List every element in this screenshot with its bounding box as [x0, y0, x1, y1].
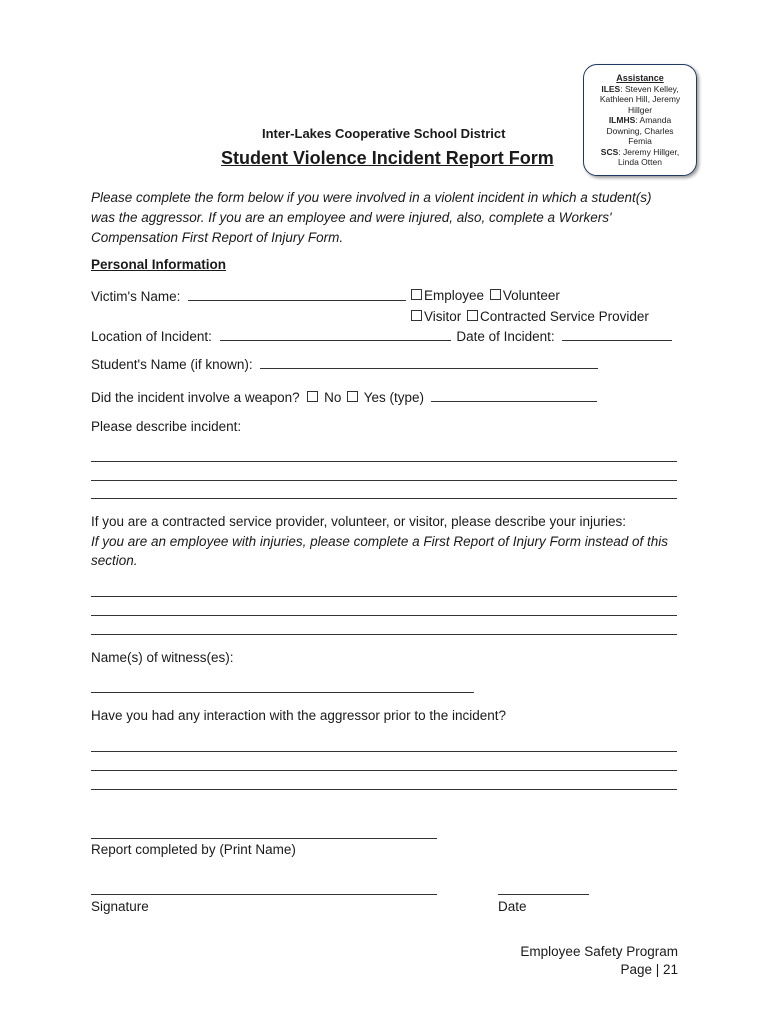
weapon-no-label: No [324, 390, 342, 405]
assistance-line: ILMHS: Amanda [608, 115, 672, 125]
date-label: Date [498, 899, 527, 914]
injuries-line[interactable] [91, 634, 677, 635]
describe-incident-line[interactable] [91, 461, 677, 462]
assistance-box [583, 64, 697, 176]
report-name-line[interactable] [91, 838, 437, 839]
describe-incident-line[interactable] [91, 498, 677, 499]
assistance-line: Linda Otten [618, 157, 662, 167]
weapon-label: Did the incident involve a weapon? [91, 390, 300, 405]
volunteer-checkbox[interactable] [490, 289, 501, 300]
student-name-label: Student's Name (if known): [91, 357, 253, 372]
form-title: Student Violence Incident Report Form [221, 148, 554, 168]
weapon-yes-label: Yes (type) [363, 390, 425, 405]
weapon-yes-checkbox[interactable] [347, 391, 358, 402]
weapon-no-checkbox[interactable] [307, 391, 318, 402]
weapon-row [91, 389, 597, 406]
interaction-line[interactable] [91, 770, 677, 771]
district-name: Inter-Lakes Cooperative School District [262, 126, 506, 141]
intro-text: Please complete the form below if you were involved in a violent incident in which a student(s) was the aggressor. If you are an employee and were injured, also, complete a Workers' Compensation First Report of Injury Form. [91, 190, 652, 245]
injuries-line[interactable] [91, 596, 677, 597]
assistance-line: Downing, Charles [606, 125, 674, 136]
interaction-line[interactable] [91, 789, 677, 790]
interaction-line[interactable] [91, 751, 677, 752]
contracted-provider-checkbox[interactable] [467, 310, 478, 321]
student-name-row [91, 356, 598, 373]
contracted-provider-label: Contracted Service Provider [480, 309, 649, 324]
assistance-line: SCS: Jeremy Hillger, [600, 146, 680, 157]
visitor-checkbox[interactable] [411, 310, 422, 321]
injuries-instruction: If you are a contracted service provider, volunteer, or visitor, please describe your injuries: [91, 514, 627, 529]
weapon-type-field[interactable] [431, 389, 597, 402]
assistance-line: Hillger [627, 104, 653, 115]
employee-checkbox[interactable] [411, 289, 422, 300]
victim-name-row [91, 288, 406, 305]
assistance-title: Assistance [616, 73, 664, 83]
injuries-employee-note: If you are an employee with injuries, please complete a First Report of Injury Form instead of this [91, 534, 669, 549]
signature-line[interactable] [91, 894, 437, 895]
employee-label: Employee [424, 288, 485, 303]
volunteer-label: Volunteer [502, 288, 560, 303]
role-row-2 [411, 309, 649, 325]
footer-page-number: Page | 21 [620, 962, 678, 977]
assistance-line: Kathleen Hill, Jeremy [599, 94, 681, 104]
injuries-line[interactable] [91, 615, 677, 616]
date-line[interactable] [498, 894, 589, 895]
date-of-incident-field[interactable] [562, 328, 672, 341]
student-name-field[interactable] [260, 356, 598, 369]
location-row [91, 328, 672, 345]
injuries-employee-note-cont: section. [91, 553, 138, 568]
role-row-1 [411, 288, 560, 304]
location-field[interactable] [220, 328, 451, 341]
signature-label: Signature [91, 899, 149, 914]
describe-incident-label: Please describe incident: [91, 419, 242, 434]
witness-label: Name(s) of witness(es): [91, 650, 234, 665]
describe-incident-line[interactable] [91, 480, 677, 481]
interaction-label: Have you had any interaction with the aggressor prior to the incident? [91, 708, 506, 723]
footer-program: Employee Safety Program [520, 944, 678, 959]
report-completed-label: Report completed by (Print Name) [91, 842, 296, 857]
location-label: Location of Incident: [91, 329, 212, 344]
victim-name-field[interactable] [188, 288, 406, 301]
personal-info-heading: Personal Information [91, 257, 227, 272]
assistance-line: ILES: Steven Kelley, [601, 83, 679, 94]
visitor-label: Visitor [424, 309, 462, 324]
assistance-line: Femia [628, 136, 652, 146]
victim-name-label: Victim's Name: [91, 289, 181, 304]
witness-line[interactable] [91, 692, 474, 693]
date-of-incident-label: Date of Incident: [456, 329, 555, 344]
